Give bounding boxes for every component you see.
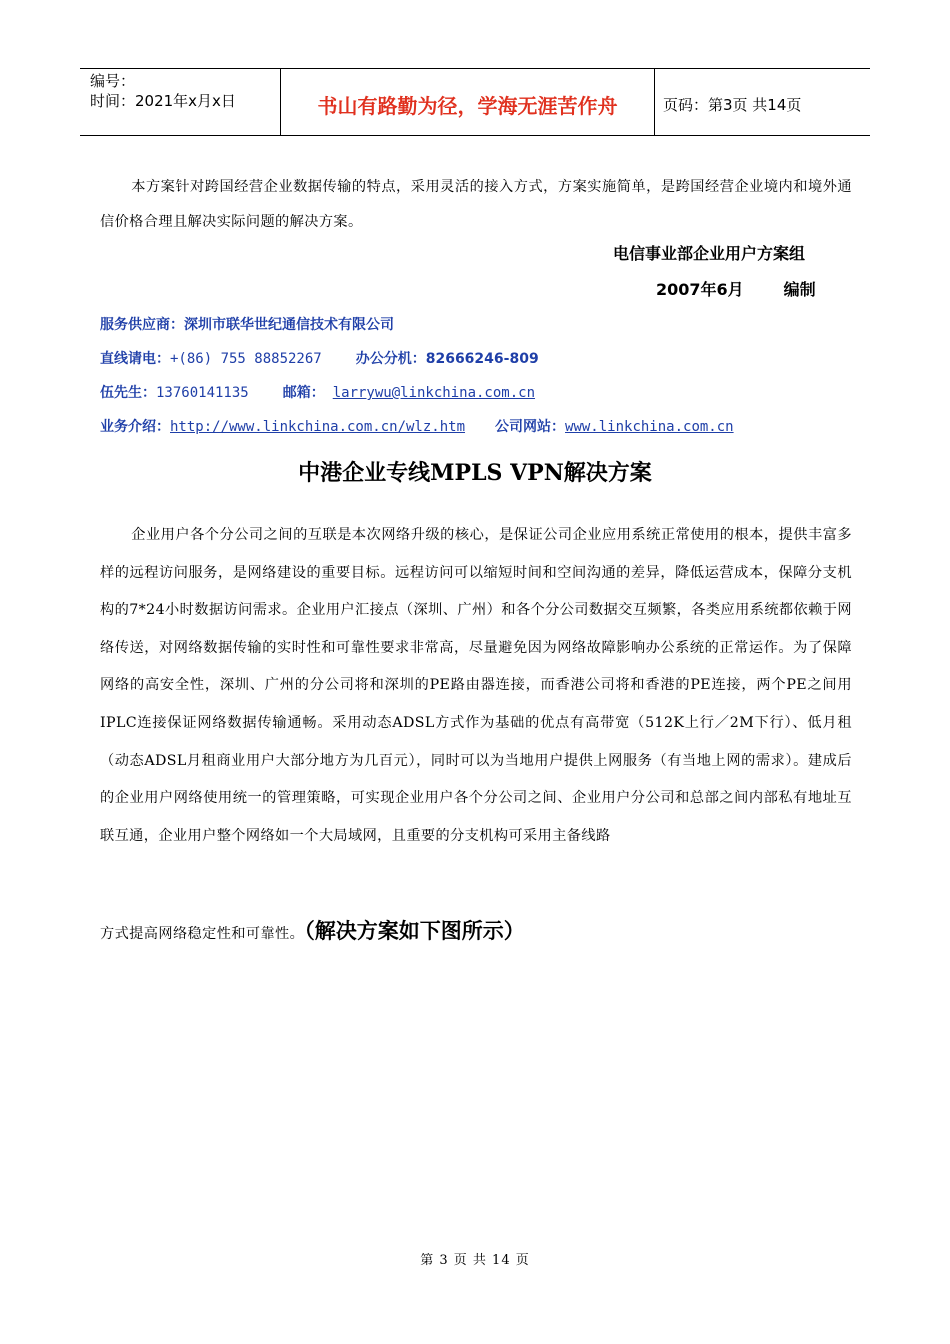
- email-link[interactable]: larrywu@linkchina.com.cn: [332, 385, 536, 401]
- header-code: 编号：: [90, 72, 136, 90]
- header-time: 时间：2021年x月x日: [90, 92, 236, 110]
- signature-org: 电信事业部企业用户方案组: [613, 244, 806, 263]
- website-url-link[interactable]: www.linkchina.com.cn: [565, 419, 734, 435]
- hotline-value: +(86) 755 88852267: [170, 351, 322, 367]
- body-section: [100, 517, 852, 855]
- signature-action: 编制: [783, 280, 816, 299]
- page-footer: 第 3 页 共 14 页: [420, 1253, 530, 1268]
- contact-provider: 服务供应商：深圳市联华世纪通信技术有限公司: [100, 317, 394, 333]
- body-last-text: 方式提高网络稳定性和可靠性。: [100, 926, 305, 942]
- header-motto: 书山有路勤为径，学海无涯苦作舟: [281, 69, 655, 135]
- signature-date-line: [656, 277, 816, 300]
- website-label: 公司网站：: [495, 419, 566, 435]
- header-page-number: 页码：第3页 共14页: [663, 95, 802, 114]
- person-phone: 13760141135: [156, 385, 249, 401]
- contact-hotline-line: [100, 348, 539, 368]
- header-table: [80, 68, 870, 136]
- business-label: 业务介绍：: [100, 419, 170, 435]
- figure-note: （解决方案如下图所示）: [304, 919, 525, 943]
- hotline-label: 直线请电：: [100, 351, 170, 367]
- business-url-link[interactable]: http://www.linkchina.com.cn/wlz.htm: [170, 419, 466, 435]
- intro-paragraph: 本方案针对跨国经营企业数据传输的特点，采用灵活的接入方式，方案实施简单，是跨国经营企业境内和境外通信价格合理且解决实际问题的解决方案。: [100, 179, 852, 230]
- extension-info: 办公分机：82666246-809: [355, 351, 539, 367]
- intro-section: [100, 170, 852, 240]
- header-meta-cell: [80, 69, 281, 135]
- signature-date: 2007年6月: [656, 280, 744, 299]
- person-label: 伍先生：: [100, 385, 156, 401]
- contact-web-line: [100, 416, 734, 436]
- contact-person-line: [100, 382, 535, 402]
- email-label: 邮箱：: [282, 385, 325, 401]
- body-last-line: [100, 915, 525, 945]
- document-title: 中港企业专线MPLS VPN解决方案: [298, 460, 652, 486]
- body-paragraph: 企业用户各个分公司之间的互联是本次网络升级的核心，是保证公司企业应用系统正常使用的根本，提供丰富多样的远程访问服务，是网络建设的重要目标。远程访问可以缩短时间和空间沟通的差异，降低运营成本，保障分支机构的7*24小时数据访问需求。企业用户汇接点（深圳、广州）和各个分公司数据交互频繁，各类应用系统都依赖于网络传送，对网络数据传输的实时性和可靠性要求非常高，尽量避免因为网络故障影响办公系统的正常运作。为了保障网络的高安全性，深圳、广州的分公司将和深圳的PE路由器连接，而香港公司将和香港的PE连接，两个PE之间用IPLC连接保证网络数据传输通畅。采用动态ADSL方式作为基础的优点有高带宽（512K上行／2M下行）、低月租（动态ADSL月租商业用户大部分地方为几百元），同时可以为当地用户提供上网服务（有当地上网的需求）。建成后的企业用户网络使用统一的管理策略，可实现企业用户各个分公司之间、企业用户分公司和总部之间内部私有地址互联互通，企业用户整个网络如一个大局域网，且重要的分支机构可采用主备线路: [100, 527, 852, 844]
